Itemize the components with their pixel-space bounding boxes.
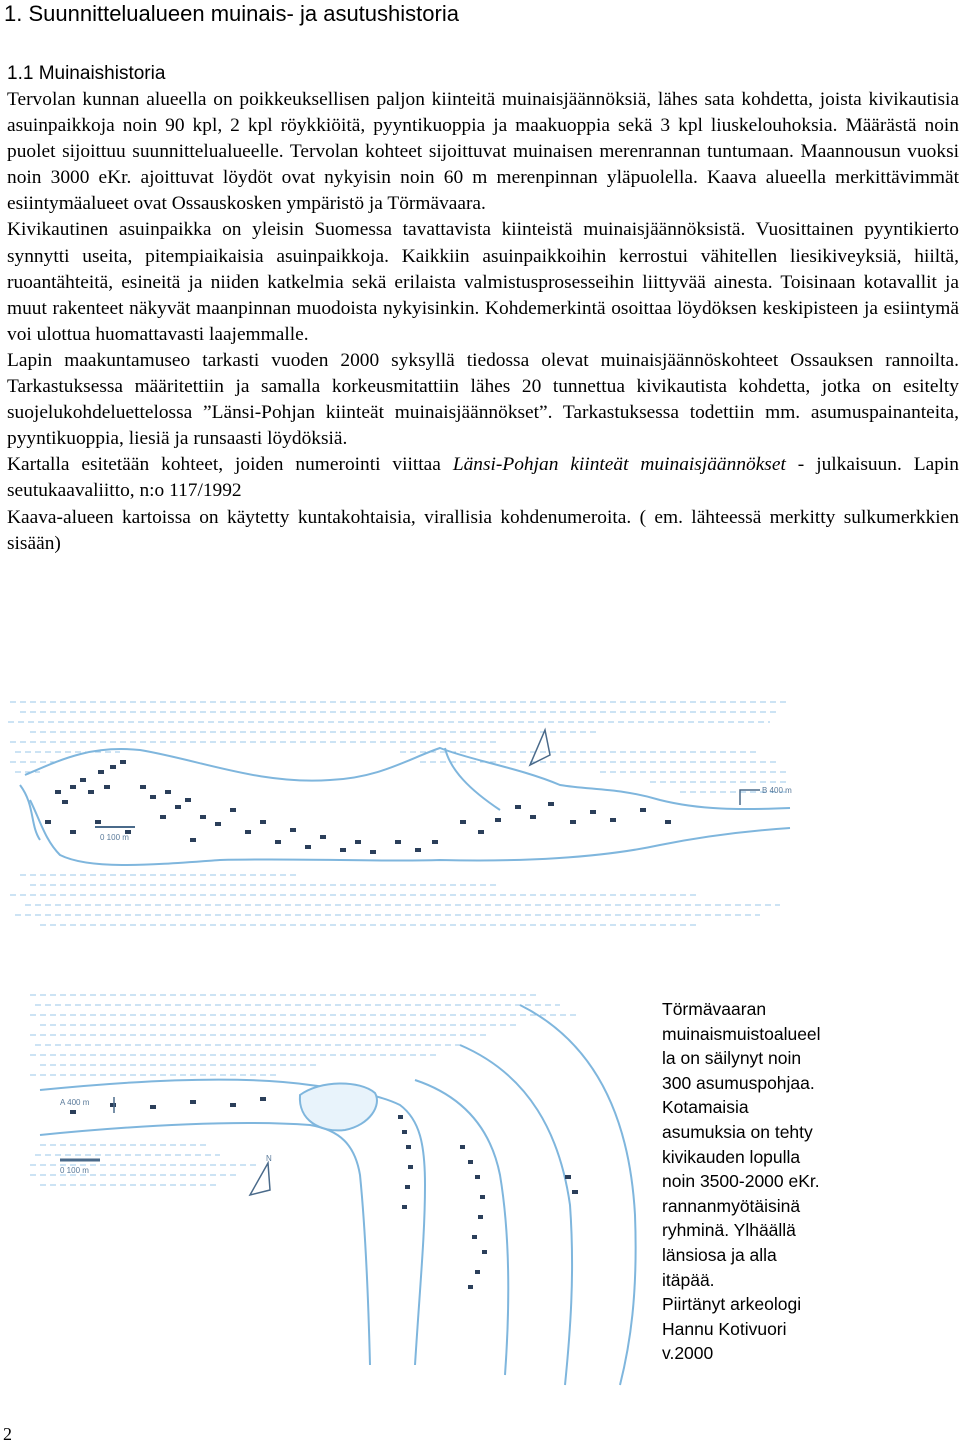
caption-line: itäpää. (662, 1269, 715, 1290)
page-title: 1. Suunnittelualueen muinais- ja asutushistoria (4, 1, 459, 26)
caption-line: Törmävaaran (662, 999, 767, 1019)
caption-line: v.2000 (662, 1343, 714, 1364)
paragraph: Kivikautinen asuinpaikka on yleisin Suomessa tavattavista kiinteistä muinaisjäännöksistä. Vuosittainen pyyntikierto synnytti useita, pitempiaikaisia asuinpaikkoja. Kaikkiin asuinpaikkoihin kerrostui vähitellen liesikiveyksiä, hiiltä, ruoantähteitä, esineitä ja niiden katkelmia sekä erilaista valmistusprosesseihin liittyvää ainesta. Toisinaan kotavallit ja muut rakenteet näkyvät maanpinnan muodoista nykyisinkin. Kohdemerkintä osoittaa löydöksen keskipisteen ja esiintymä voi ulottua huomattavasti laajemmalle. (7, 219, 959, 345)
paragraph: Lapin maakuntamuseo tarkasti vuoden 2000 syksyllä tiedossa olevat muinaisjäännöskohteet Ossauksen rannoilta. Tarkastuksessa määritettiin ja samalla korkeusmitattiin lähes 20 tunnettua kivikautista kohdetta, jotka on esitelty suojelukohdeluettelossa ”Länsi-Pohjan kiinteät muinaisjäännökset”. Tarkastuksessa todettiin mm. asumuspainanteita, pyyntikuoppia, liesiä ja runsaasti löydöksiä. (7, 349, 959, 450)
north-arrow (250, 1163, 270, 1195)
map-caption (662, 997, 862, 1366)
caption-line: länsiosa ja alla (662, 1244, 777, 1265)
caption-line: rannanmyötäisinä (662, 1195, 801, 1216)
water-hatching (30, 995, 580, 1185)
paragraph: Kaava-alueen kartoissa on käytetty kuntakohtaisia, virallisia kohdenumeroita. ( em. lähteessä merkitty sulkumerkkien sisään) (7, 506, 959, 554)
caption-line: kivikauden lopulla (662, 1146, 801, 1167)
publication-title: Länsi-Pohjan kiinteät muinaisjäännökset (452, 454, 786, 476)
paragraph-text: Kartalla esitetään kohteet, joiden numerointi viittaa (7, 454, 453, 476)
lake (300, 1083, 377, 1130)
caption-line: muinaismuistoalueel (662, 1023, 821, 1044)
caption-line: noin 3500-2000 eKr. (662, 1171, 820, 1192)
paragraph: Tervolan kunnan alueella on poikkeuksellisen paljon kiinteitä muinaisjäännöksiä, lähes sata kohdetta, joista kivikautisia asuinpaikkoja noin 90 kpl, 2 kpl röykkiöitä, pyyntikuoppia ja maakuoppia sekä 3 kpl liuskelouhoksia. Määrästä noin puolet sijoittuu suunnittelualueelle. Tervolan kohteet sijoittuvat muinaisen merenrannan tuntumaan. Maannousun vuoksi noin 3000 eKr. ajoittuvat löydöt ovat nykyisin noin 60 m merenpinnan yläpuolella. Kaava alueella merkittävimmät esiintymäalueet ovat Ossauskosken ympäristö ja Törmävaara. (7, 89, 959, 215)
north-label: N (266, 1154, 272, 1163)
caption-line: Kotamaisia (662, 1097, 749, 1118)
caption-line: Piirtänyt arkeologi (662, 1294, 802, 1315)
caption-line: la on säilynyt noin (662, 1048, 802, 1069)
caption-line: asumuksia on tehty (662, 1121, 813, 1142)
north-arrow (530, 730, 550, 765)
page-number: 2 (3, 1424, 12, 1444)
caption-line: Hannu Kotivuori (662, 1318, 787, 1339)
scale-label: 0 100 m (100, 833, 129, 842)
paragraph (7, 452, 959, 504)
elevation-label: B 400 m (762, 786, 792, 795)
elevation-label: A 400 m (60, 1098, 90, 1107)
paragraph-text: - julkaisuun. Lapin seutukaavaliitto, n:o 117/1992 (7, 454, 959, 502)
map-west (0, 690, 800, 940)
shore-lines (40, 1005, 636, 1385)
find-dots (45, 760, 671, 854)
caption-line: 300 asumuspohjaa. (662, 1072, 815, 1093)
caption-line: ryhminä. Ylhäällä (662, 1220, 796, 1241)
body-text (7, 87, 959, 557)
scale-label: 0 100 m (60, 1166, 89, 1175)
section-title: 1.1 Muinaishistoria (7, 63, 166, 84)
map-east (20, 985, 660, 1395)
shore-lines (20, 748, 790, 865)
water-hatching (8, 702, 790, 925)
